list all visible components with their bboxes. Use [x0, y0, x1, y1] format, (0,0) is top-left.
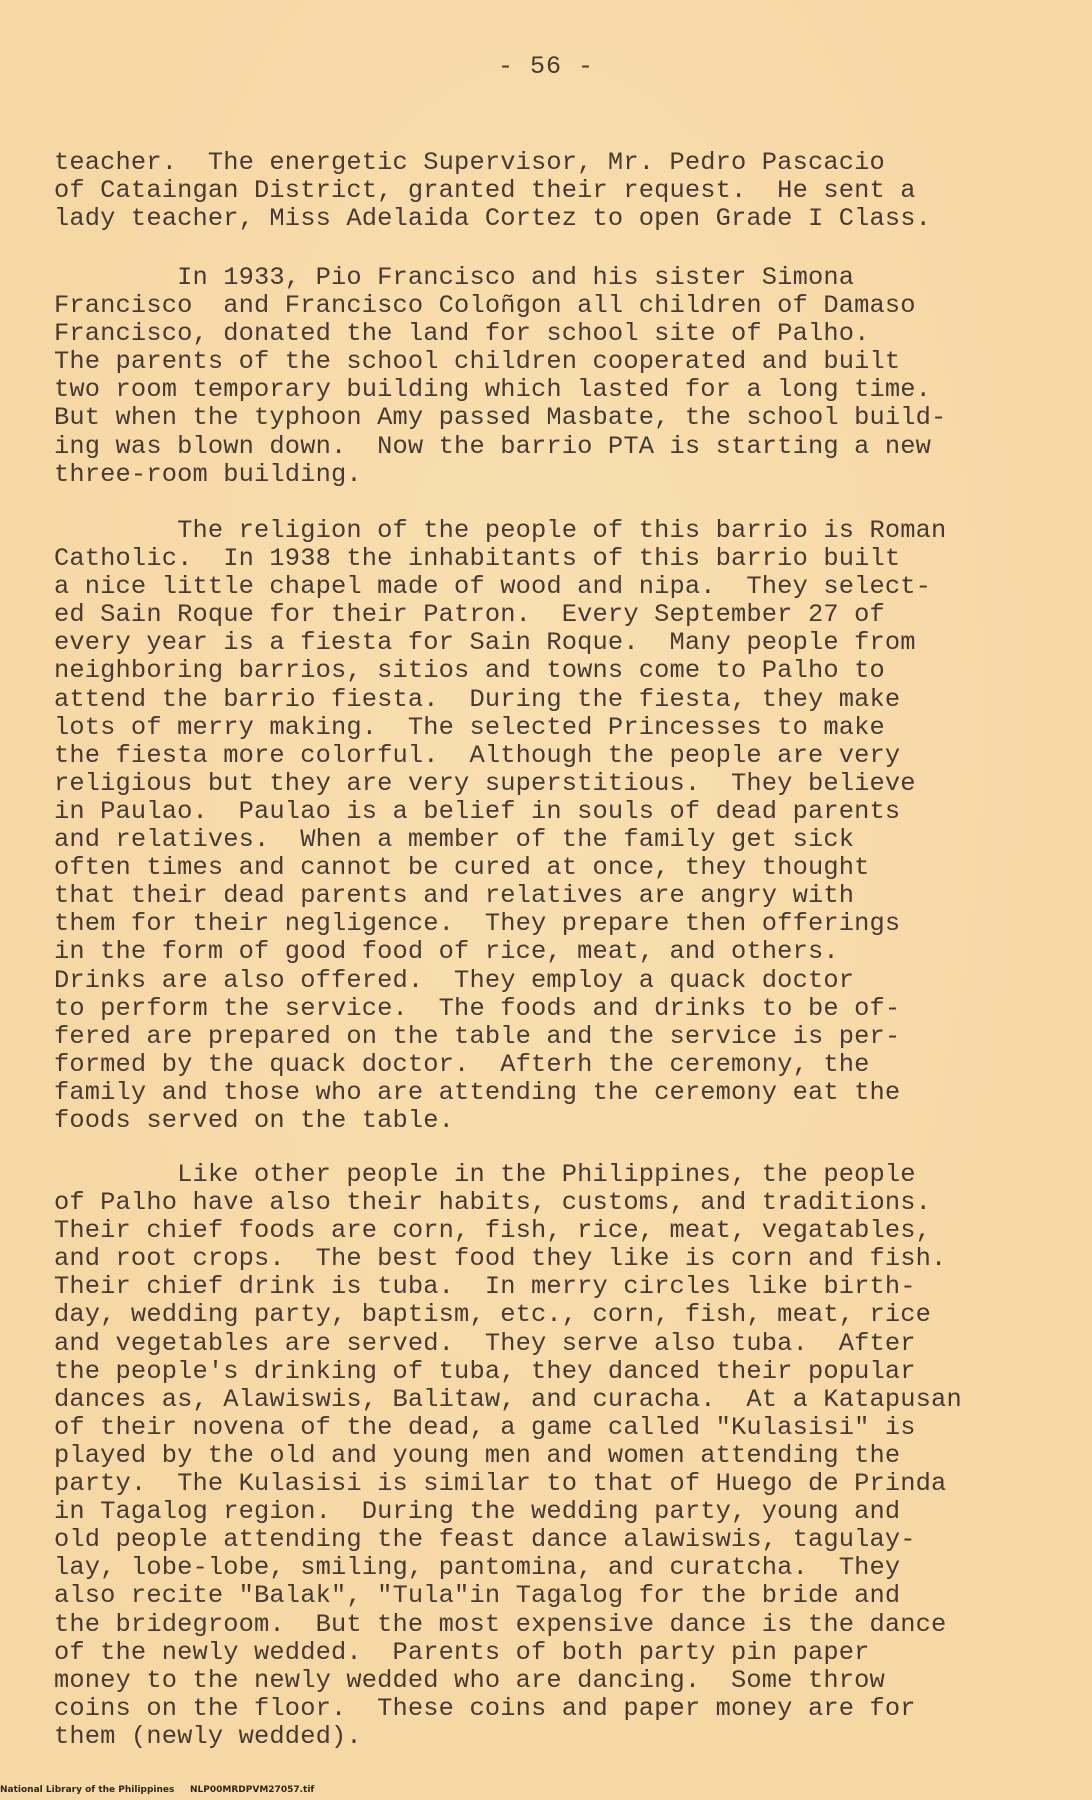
paragraph-religion: The religion of the people of this barrio is Roman Catholic. In 1938 the inhabitants of this barrio built a nice little chapel made of wood and nipa. They select- ed Sain Roque for their Patron. Every September 27 of every year is a fiesta for Sain Roque. Many people from neighboring barrios, sitios and towns come to Palho to attend the barrio fiesta. During the fiesta, they make lots of merry making. The selected Princesses to make the fiesta more colorful. Although the people are very religious but they are very superstitious. They believe in Paulao. Paulao is a belief in souls of dead parents and relatives. When a member of the family get sick often times and cannot be cured at once, they thought that their dead parents and relatives are angry with them for their negligence. They prepare then offerings in the form of good food of rice, meat, and others. Drinks are also offered. They employ a quack doctor to perform the service. The foods and drinks to be of- fered are prepared on the table and the service is per- formed by the quack doctor. Afterh the ceremony, the family and those who are attending the ceremony eat the foods served on the table.	[54, 516, 947, 1135]
page-number: - 56 -	[497, 52, 594, 81]
archive-footer: National Library of the Philippines NLP00MRDPVM27057.tif	[0, 1785, 315, 1795]
paragraph-school-site: In 1933, Pio Francisco and his sister Simona Francisco and Francisco Coloñgon all children of Damaso Francisco, donated the land for school site of Palho. The parents of the school children cooperated and built two room temporary building which lasted for a long time. But when the typhoon Amy passed Masbate, the school build- ing was blown down. Now the barrio PTA is starting a new three-room building.	[54, 263, 947, 489]
paragraph-customs-traditions: Like other people in the Philippines, the people of Palho have also their habits, customs, and traditions. Their chief foods are corn, fish, rice, meat, vegatables, and root crops. The best food they like is corn and fish. Their chief drink is tuba. In merry circles like birth- day, wedding party, baptism, etc., corn, fish, meat, rice and vegetables are served. They serve also tuba. After the people's drinking of tuba, they danced their popular dances as, Alawiswis, Balitaw, and curacha. At a Katapusan of their novena of the dead, a game called "Kulasisi" is played by the old and young men and women attending the party. The Kulasisi is similar to that of Huego de Prinda in Tagalog region. During the wedding party, young and old people attending the feast dance alawiswis, tagulay- lay, lobe-lobe, smiling, pantomina, and curatcha. They also recite "Balak", "Tula"in Tagalog for the bride and the bridegroom. But the most expensive dance is the dance of the newly wedded. Parents of both party pin paper money to the newly wedded who are dancing. Some throw coins on the floor. These coins and paper money are for them (newly wedded).	[54, 1160, 962, 1751]
paragraph-school-teacher: teacher. The energetic Supervisor, Mr. Pedro Pascacio of Cataingan District, granted their request. He sent a lady teacher, Miss Adelaida Cortez to open Grade I Class.	[54, 148, 932, 234]
